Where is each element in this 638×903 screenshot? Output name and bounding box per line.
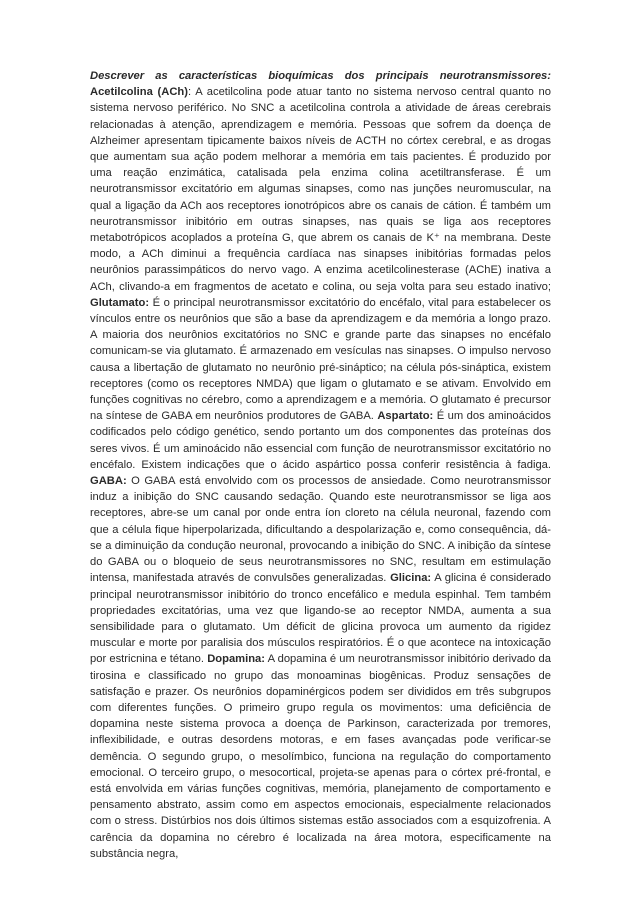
section-text-dopamina: A dopamina é um neurotransmissor inibitório derivado da tirosina e classificado no grupo das monoaminas biogênicas. Produz sensações de satisfação e prazer. Os neurônios dopaminérgicos podem ser divididos em três subgrupos com diferentes funções. O primeiro grupo regula os movimentos: uma deficiência de dopamina neste sistema provoca a doença de Parkinson, caracterizada por tremores, inflexibilidade, e outras desordens motoras, e em fases avançadas pode verificar-se demência. O segundo grupo, o mesolímbico, funciona na regulação do comportamento emocional. O terceiro grupo, o mesocortical, projeta-se apenas para o córtex pré-frontal, e está envolvida em várias funções cognitivas, memória, planejamento de comportamento e pensamento abstrato, assim como em aspectos emocionais, especialmente relacionados com o stress. Distúrbios nos dois últimos sistemas estão associados com a esquizofrenia. A carência da dopamina no cérebro é localizada na área motora, especificamente na substância negra, (90, 653, 551, 860)
document-body (90, 68, 551, 862)
section-text-gaba: O GABA está envolvido com os processos de ansiedade. Como neurotransmissor induz a inibição do SNC causando sedação. Quando este neurotransmissor se liga aos receptores, abre-se um canal por onde entra íon cloreto na célula neuronal, fazendo com que a célula fique hiperpolarizada, dificultando a despolarização e, como consequência, dá-se a diminuição da condução neuronal, provocando a inibição do SNC. A inibição da síntese do GABA ou o bloqueio de seus neurotransmissores no SNC, resultam em estimulação intensa, manifestada através de convulsões generalizadas. (90, 475, 551, 585)
section-heading-acetilcolina: Acetilcolina (ACh) (90, 86, 188, 99)
section-heading-glutamato: Glutamato: (90, 296, 150, 309)
section-text-glicina: A glicina é considerado principal neurotransmissor inibitório do tronco encefálico e medula espinhal. Tem também propriedades excitatórias, uma vez que ligando-se ao receptor NMDA, aumenta a sua sensibilidade para o glutamato. Um déficit de glicina provoca um aumento da rigidez muscular e morte por paralisia dos músculos respiratórios. É o que acontece na intoxicação por estricnina e tétano. (90, 572, 551, 666)
document-title: Descrever as características bioquímicas dos principais neurotransmissores: (90, 70, 551, 82)
section-text-aspartato: É um dos aminoácidos codificados pelo código genético, sendo portanto um dos componentes das proteínas dos seres vivos. É um aminoácido não essencial com função de neurotransmissor excitatório no encéfalo. Existem indicações que o ácido aspártico possa conferir resistência à fadiga. (90, 410, 551, 471)
section-heading-glicina: Glicina: (390, 572, 432, 585)
document-page (90, 68, 551, 862)
section-text-glutamato: É o principal neurotransmissor excitatório do encéfalo, vital para estabelecer os vínculos entre os neurônios que são a base da aprendizagem e da memória a longo prazo. A maioria dos neurônios excitatórios no SNC e grande parte das sinapses no encéfalo comunicam-se via glutamato. É armazenado em vesículas nas sinapses. O impulso nervoso causa a libertação de glutamato no neurônio pré-sináptico; na célula pós-sináptica, existem receptores (como os receptores NMDA) que ligam o glutamato e se ativam. Envolvido em funções cognitivas no cérebro, como a aprendizagem e a memória. O glutamato é precursor na síntese de GABA em neurônios produtores de GABA. (90, 296, 551, 423)
section-heading-dopamina: Dopamina: (207, 653, 266, 666)
section-text-acetilcolina: : A acetilcolina pode atuar tanto no sistema nervoso central quanto no sistema nervoso periférico. No SNC a acetilcolina controla a atividade de áreas cerebrais relacionadas à atenção, aprendizagem e memória. Pessoas que sofrem da doença de Alzheimer apresentam tipicamente baixos níveis de ACTH no córtex cerebral, e as drogas que aumentam sua ação podem melhorar a memória em tais pacientes. É produzido por uma reação enzimática, catalisada pela enzima colina acetiltransferase. É um neurotransmissor excitatório em algumas sinapses, como nas junções neuromuscular, na qual a ligação da ACh aos receptores ionotrópicos abre os canais de cátion. É também um neurotransmissor inibitório em outras sinapses, nas quais se liga aos receptores metabotrópicos acoplados a proteína G, que abrem os canais de K⁺ na membrana. Deste modo, a ACh diminui a frequência cardíaca nas sinapses inibitórias formadas pelos neurônios parassimpáticos do nervo vago. A enzima acetilcolinesterase (AChE) inativa a ACh, clivando-a em fragmentos de acetato e colina, ou seja volta para seu estado inativo; (90, 86, 551, 293)
section-heading-gaba: GABA: (90, 475, 127, 488)
section-heading-aspartato: Aspartato: (377, 410, 434, 423)
